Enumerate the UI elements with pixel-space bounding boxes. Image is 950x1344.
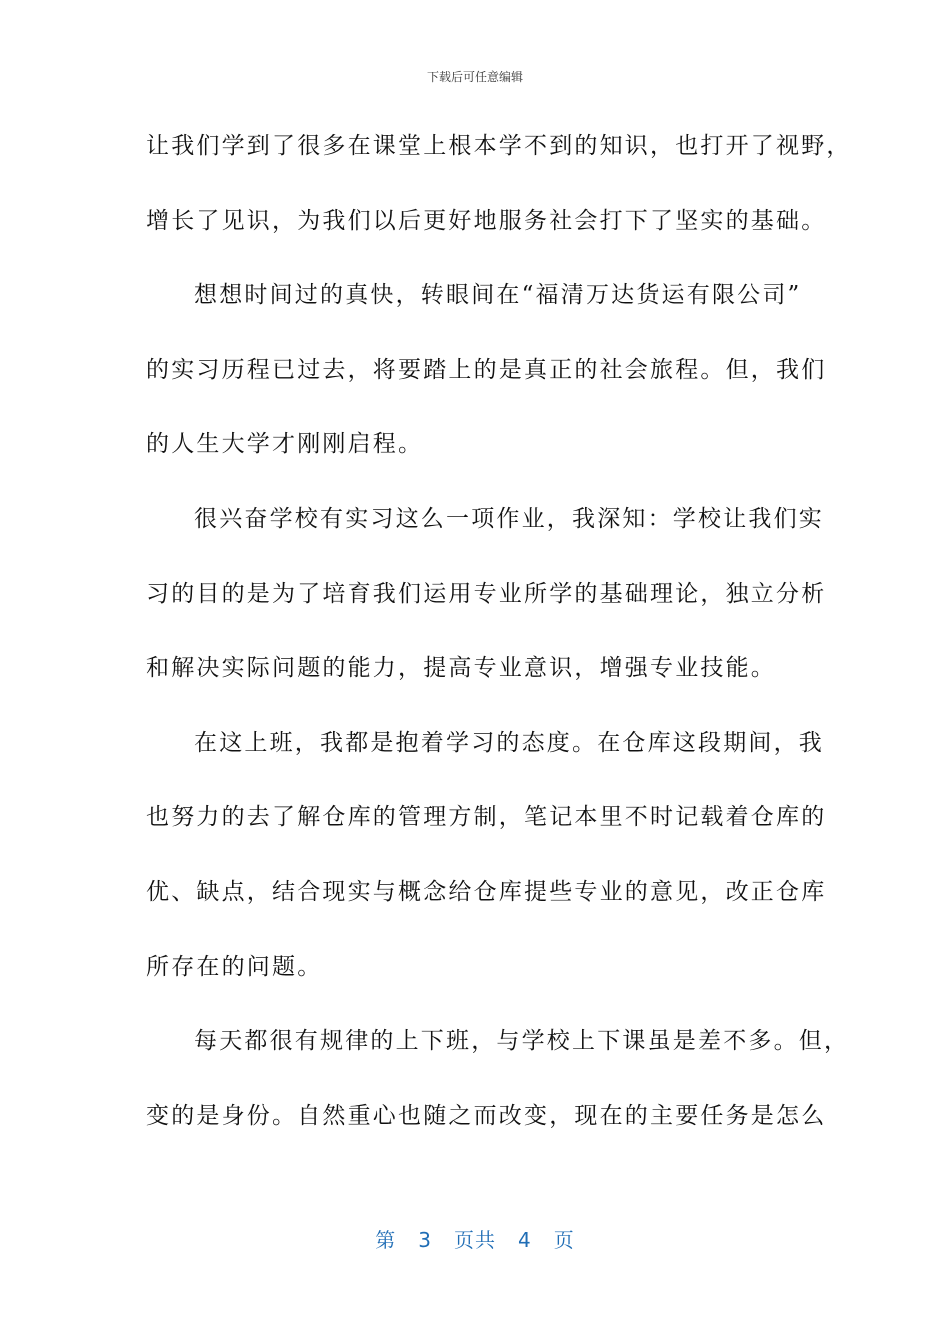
paragraph-start-line: 在这上班，我都是抱着学习的态度。在仓库这段期间，我 — [194, 729, 824, 756]
paragraph-start-line: 想想时间过的真快，转眼间在“福清万达货运有限公司” — [194, 282, 802, 309]
text-line: 的人生大学才刚刚启程。 — [146, 431, 424, 458]
paragraph-start-line: 每天都很有规律的上下班，与学校上下课虽是差不多。但， — [194, 1028, 850, 1055]
text-line: 变的是身份。自然重心也随之而改变，现在的主要任务是怎么 — [146, 1102, 827, 1129]
page-footer — [0, 1224, 950, 1253]
footer-middle: 页共 — [454, 1228, 496, 1252]
footer-suffix: 页 — [553, 1228, 575, 1252]
text-line: 和解决实际问题的能力，提高专业意识，增强专业技能。 — [146, 655, 776, 682]
footer-prefix: 第 — [375, 1228, 397, 1252]
text-line: 的实习历程已过去，将要踏上的是真正的社会旅程。但，我们 — [146, 356, 827, 383]
text-line: 优、缺点，结合现实与概念给仓库提些专业的意见，改正仓库 — [146, 878, 827, 905]
text-line: 让我们学到了很多在课堂上根本学不到的知识，也打开了视野， — [146, 133, 852, 159]
document-body — [146, 122, 852, 1166]
footer-current-page: 3 — [418, 1228, 432, 1252]
text-line: 也努力的去了解仓库的管理方制，笔记本里不时记载着仓库的 — [146, 804, 827, 831]
footer-total-pages: 4 — [518, 1228, 532, 1252]
text-line: 习的目的是为了培育我们运用专业所学的基础理论，独立分析 — [146, 580, 827, 607]
header-note: 下载后可任意编辑 — [426, 70, 523, 84]
text-line: 增长了见识，为我们以后更好地服务社会打下了坚实的基础。 — [146, 207, 827, 234]
text-line: 所存在的问题。 — [146, 953, 323, 980]
paragraph-start-line: 很兴奋学校有实习这么一项作业，我深知：学校让我们实 — [194, 505, 824, 532]
